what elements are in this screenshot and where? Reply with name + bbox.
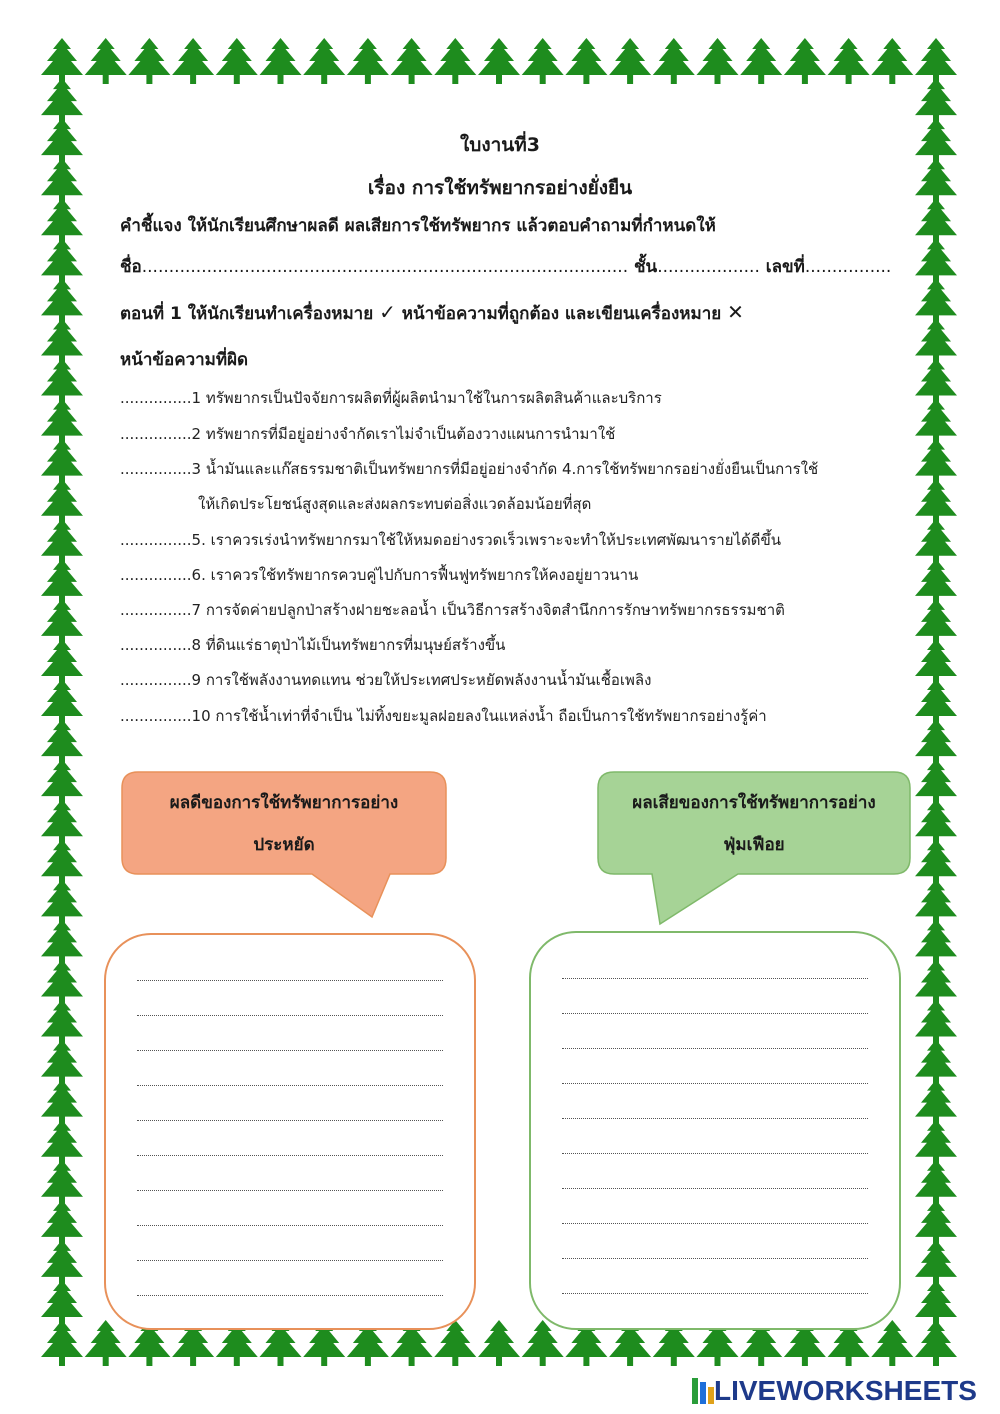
question-text: 5. เราควรเร่งนำทรัพยากรมาใช้ให้หมดอย่างรวดเร็วเพราะจะทำให้ประเทศพัฒนารายได้ดีขึ้น — [191, 531, 782, 549]
question-text: 3 น้ำมันและแก๊สธรรมชาติเป็นทรัพยากรที่มีอยู่อย่างจำกัด 4.การใช้ทรัพยากรอย่างยั่งยืนเป็นการใช้ — [191, 460, 819, 478]
answer-blank[interactable]: ............... — [120, 425, 192, 443]
name-label: ชื่อ — [120, 257, 142, 277]
class-field[interactable]: ................... — [657, 257, 760, 277]
part1-prefix: ตอนที่ 1 ให้นักเรียนทำเครื่องหมาย — [120, 304, 374, 324]
good-effects-heading — [125, 782, 443, 866]
answer-blank[interactable]: ............... — [120, 601, 192, 619]
question-text: 10 การใช้น้ำเท่าที่จำเป็น ไม่ทิ้งขยะมูลฝอยลงในแหล่งน้ำ ถือเป็นการใช้ทรัพยากรอย่างรู้ค่า — [191, 707, 767, 725]
question-text: 2 ทรัพยากรที่มีอยู่อย่างจำกัดเราไม่จำเป็นต้องวางแผนการนำมาใช้ — [191, 425, 616, 443]
question-item — [120, 668, 651, 692]
question-text: 1 ทรัพยากรเป็นปัจจัยการผลิตที่ผู้ผลิตนำมาใช้ในการผลิตสินค้าและบริการ — [191, 389, 662, 407]
bad-effects-line1: ผลเสียของการใช้ทรัพยาการอย่าง — [632, 793, 876, 813]
number-label: เลขที่ — [765, 257, 805, 277]
answer-line[interactable] — [562, 1119, 868, 1154]
liveworksheets-logo — [692, 1374, 977, 1408]
instructions: คำชี้แจง ให้นักเรียนศึกษาผลดี ผลเสียการใช้ทรัพยากร แล้วตอบคำถามที่กำหนดให้ — [120, 216, 716, 236]
student-info-line — [120, 253, 891, 280]
question-text: 8 ที่ดินแร่ธาตุป่าไม้เป็นทรัพยากรที่มนุษย์สร้างขึ้น — [191, 636, 506, 654]
worksheet-title: ใบงานที่3 — [459, 134, 541, 156]
cross-mark-icon: ✕ — [727, 300, 744, 324]
bad-effects-heading — [600, 782, 908, 866]
question-text: 6. เราควรใช้ทรัพยากรควบคู่ไปกับการฟื้นฟูทรัพยากรให้คงอยู่ยาวนาน — [191, 566, 639, 584]
answer-line[interactable] — [137, 1226, 443, 1261]
name-field[interactable]: .......................................................................................... — [141, 257, 629, 277]
good-effects-line1: ผลดีของการใช้ทรัพยาการอย่าง — [169, 793, 399, 813]
answer-line[interactable] — [137, 1261, 443, 1296]
answer-blank[interactable]: ............... — [120, 671, 192, 689]
number-field[interactable]: ................ — [804, 257, 892, 277]
question-item — [120, 386, 662, 410]
worksheet-subject: เรื่อง การใช้ทรัพยากรอย่างยั่งยืน — [367, 177, 633, 199]
good-effects-line2: ประหยัด — [253, 835, 315, 855]
answer-blank[interactable]: ............... — [120, 636, 192, 654]
question-item — [120, 704, 767, 728]
answer-line[interactable] — [562, 1014, 868, 1049]
answer-line[interactable] — [562, 1189, 868, 1224]
answer-line[interactable] — [562, 1224, 868, 1259]
answer-line[interactable] — [137, 1121, 443, 1156]
answer-line[interactable] — [137, 946, 443, 981]
part1-suffix: หน้าข้อความที่ผิด — [120, 350, 249, 370]
bad-effects-line2: ฟุ่มเฟือย — [723, 835, 785, 855]
answer-line[interactable] — [137, 1086, 443, 1121]
question-text: 9 การใช้พลังงานทดแทน ช่วยให้ประเทศประหยัดพลังงานน้ำมันเชื้อเพลิง — [191, 671, 652, 689]
question-item — [120, 563, 638, 587]
question-item — [120, 422, 615, 446]
question-item — [120, 457, 818, 481]
answer-line[interactable] — [137, 1051, 443, 1086]
answer-blank[interactable]: ............... — [120, 531, 192, 549]
question-text: 7 การจัดค่ายปลูกป่าสร้างฝายชะลอน้ำ เป็นวิธีการสร้างจิตสำนึกการรักษาทรัพยากรธรรมชาติ — [191, 601, 785, 619]
question-continuation: ให้เกิดประโยชน์สูงสุดและส่งผลกระทบต่อสิ่งแวดล้อมน้อยที่สุด — [198, 495, 592, 513]
answer-line[interactable] — [137, 1191, 443, 1226]
part1-instructions — [120, 300, 744, 327]
question-item — [120, 633, 505, 657]
answer-blank[interactable]: ............... — [120, 460, 192, 478]
answer-blank[interactable]: ............... — [120, 707, 192, 725]
good-effects-answer-area[interactable] — [137, 946, 443, 1296]
answer-blank[interactable]: ............... — [120, 566, 192, 584]
answer-line[interactable] — [137, 1156, 443, 1191]
answer-line[interactable] — [562, 1049, 868, 1084]
answer-line[interactable] — [137, 1016, 443, 1051]
answer-line[interactable] — [562, 944, 868, 979]
check-mark-icon: ✓ — [379, 300, 396, 324]
part1-middle: หน้าข้อความที่ถูกต้อง และเขียนเครื่องหมาย — [401, 304, 722, 324]
logo-icon — [692, 1378, 714, 1404]
answer-line[interactable] — [137, 981, 443, 1016]
question-item — [120, 598, 785, 622]
answer-blank[interactable]: ............... — [120, 389, 192, 407]
question-item — [120, 528, 781, 552]
logo-text: LIVEWORKSHEETS — [714, 1375, 977, 1406]
answer-line[interactable] — [562, 979, 868, 1014]
answer-line[interactable] — [562, 1259, 868, 1294]
class-label: ชั้น — [634, 257, 658, 277]
answer-line[interactable] — [562, 1154, 868, 1189]
answer-line[interactable] — [562, 1084, 868, 1119]
bad-effects-answer-area[interactable] — [562, 944, 868, 1294]
